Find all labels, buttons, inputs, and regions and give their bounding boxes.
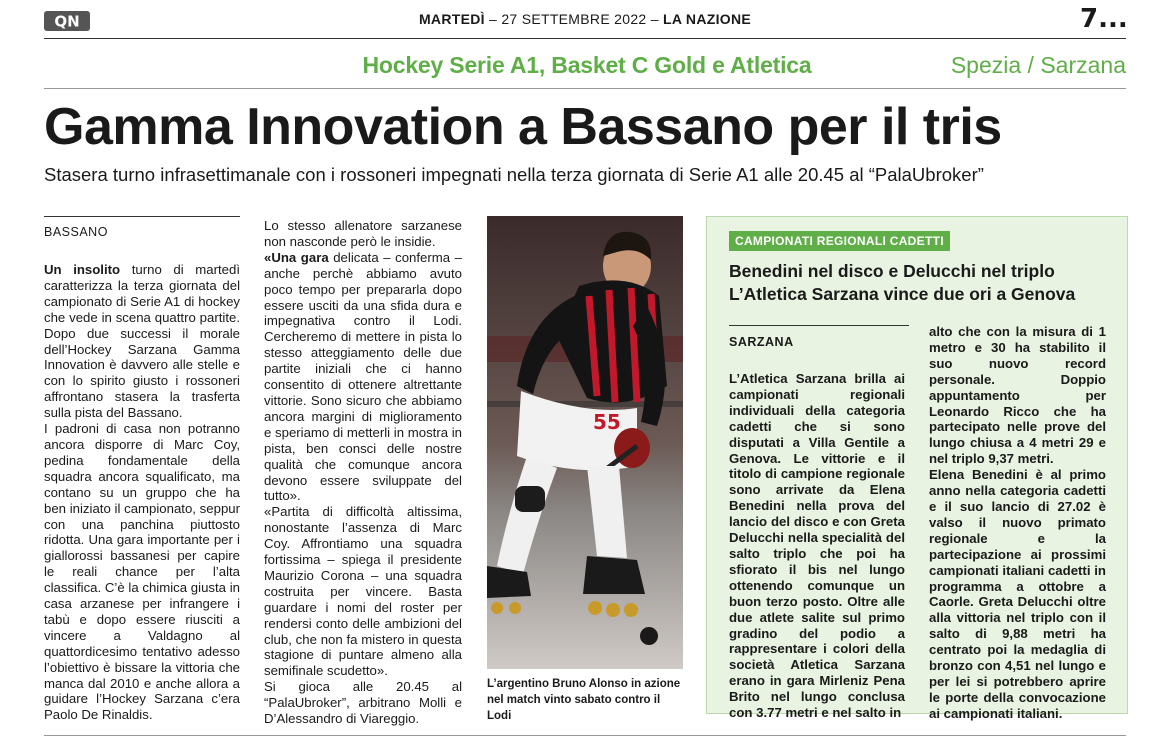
col2-lead: «Una gara xyxy=(264,249,329,265)
sidebar-col2-paragraph-2: Elena Benedini è al primo anno nella categoria cadetti e il suo lancio di 27.02 è valso il nuovo primato regionale e la partecipazione ai prossimi campionati italiani cadetti in programma a ottobre a Caorle. Greta Delucchi oltre alla vittoria nel triplo con il salto di 9,88 metri ha centrato poi la medaglia di bronzo con 4,51 nel lungo e per lei si potrebbero aprire le porte della convocazione ai campionati italiani. xyxy=(929,467,1106,721)
sidebar-title-line-2: L’Atletica Sarzana vince due ori a Genova xyxy=(729,284,1076,304)
col2-p2-text: delicata – conferma – anche perchè abbiamo avuto poco tempo per prepararla dopo essere usciti da una sfida dura e impegnativa contro il Lodi. Cercheremo di mettere in pista lo stesso atteggiamento delle due partite iniziali che ci hanno consentito di ottenere altrettante vittorie. Sono sicuro che abbiamo ancora margini di miglioramento e speriamo di metterli in mostra in pista, ben consci delle nostre qualità che comunque ancora devono essere sviluppate del tutto». xyxy=(264,249,462,504)
article-column-2 xyxy=(264,218,462,727)
sidebar-column-2 xyxy=(929,324,1106,722)
sep-2: – xyxy=(650,11,659,27)
sidebar-kicker: CAMPIONATI REGIONALI CADETTI xyxy=(729,231,950,251)
sidebar-dateline: SARZANA xyxy=(729,325,909,349)
sidebar-title-line-1: Benedini nel disco e Delucchi nel triplo xyxy=(729,261,1055,281)
article-subhead: Stasera turno infrasettimanale con i rossoneri impegnati nella terza giornata di Serie A1 alle 20.45 al “PalaUbroker” xyxy=(44,164,984,185)
sidebar-lead: L’Atletica xyxy=(729,371,788,386)
col2-paragraph-2 xyxy=(264,250,462,505)
section-city: Spezia / Sarzana xyxy=(950,52,1126,78)
qn-logo xyxy=(44,10,90,32)
article-headline: Gamma Innovation a Bassano per il tris xyxy=(44,98,1002,156)
dateline-bar xyxy=(340,11,830,27)
masthead-rule xyxy=(44,38,1126,39)
jersey-number: 55 xyxy=(593,410,621,434)
sidebar-column-1 xyxy=(729,371,905,721)
issue-date: 27 SETTEMBRE 2022 xyxy=(501,11,647,27)
article-column-1 xyxy=(44,262,240,723)
col1-paragraph-2: I padroni di casa non potranno ancora disporre di Marc Coy, pedina fondamentale della squadra ancora squalificato, ma contano su un gruppo che ha ben iniziato il campionato, seppur con una panchina piuttosto ridotta. Una gara importante per i giallorossi bassanesi per capire le reali chance per l’alta classifica. C’è la chimica giusta in casa arzanese per infrangere i tabù e dopo essere riusciti a vincere a Valdagno al quattordicesimo tentativo adesso l’obiettivo è bissare la vittoria che manca dal 2010 e anche allora a guidare l’Hockey Sarzana c’era Paolo De Rinaldis. xyxy=(44,421,240,723)
bottom-rule xyxy=(44,735,1126,736)
section-title: Hockey Serie A1, Basket C Gold e Atletica xyxy=(362,52,812,78)
sidebar-col2-paragraph-1: alto che con la misura di 1 metro e 30 ha stabilito il suo nuovo record personale. Doppio appuntamento per Leonardo Ricco che ha partecipato nelle prove del lungo chiusa a 4 metri 29 e nel triplo 9,37 metri. xyxy=(929,324,1106,467)
qn-logo-text: QN xyxy=(54,12,80,31)
sidebar-title xyxy=(729,260,1119,306)
article-dateline: BASSANO xyxy=(44,216,240,239)
col1-p1-text: turno di martedì caratterizza la terza giornata del campionato di Serie A1 di hockey che vede in scena quattro partite. Dopo due successi il morale dell’Hockey Sarzana Gamma Innovation è davvero alle stelle e con lo spirito giusto i rossoneri affrontano stasera la trasferta sulla pista del Bassano. xyxy=(44,262,240,421)
col1-paragraph-1 xyxy=(44,262,240,421)
col2-paragraph-3: «Partita di difficoltà altissima, nonostante l’assenza di Marc Coy. Affrontiamo una squadra fortissima – spiega il presidente Maurizio Corona – una squadra costruita per vincere. Basta guardare i nomi del roster per rendersi conto delle ambizioni del club, che non fa mistero in questa stagione di puntare almeno alla semifinale scudetto». xyxy=(264,504,462,679)
col2-paragraph-1: Lo stesso allenatore sarzanese non nasconde però le insidie. xyxy=(264,218,462,249)
section-rule xyxy=(44,88,1126,89)
photo-caption: L’argentino Bruno Alonso in azione nel match vinto sabato contro il Lodi xyxy=(487,678,681,722)
sep-1: – xyxy=(489,11,498,27)
page-number: 7... xyxy=(1080,4,1128,34)
sidebar-col1-text: Sarzana brilla ai campionati regionali individuali della categoria cadetti che si sono disputati a Villa Gentile a Genova. Le vittorie e il titolo di campione regionale sono arrivate da Elena Benedini nella prova del lancio del disco e con Greta Delucchi nella specialità del salto triplo che poi ha sfiorato il bis nel lungo ottenendo comunque un buon terzo posto. Oltre alle due atlete salite sul primo gradino del podio a rappresentare i colori della società Atletica Sarzana erano in gara Mirleniz Pena Brito nel lungo conclusa con 3.77 metri e nel salto in xyxy=(729,371,905,721)
article-lead: Un insolito xyxy=(44,262,121,277)
issue-day: MARTEDÌ xyxy=(418,11,485,27)
sidebar-col1-paragraph xyxy=(729,371,905,721)
hockey-player-illustration xyxy=(487,216,683,669)
article-photo xyxy=(487,216,683,669)
paper-name: LA NAZIONE xyxy=(663,11,752,27)
col2-paragraph-4: Si gioca alle 20.45 al “PalaUbroker”, arbitrano Molli e D’Alessandro di Viareggio. xyxy=(264,679,462,727)
